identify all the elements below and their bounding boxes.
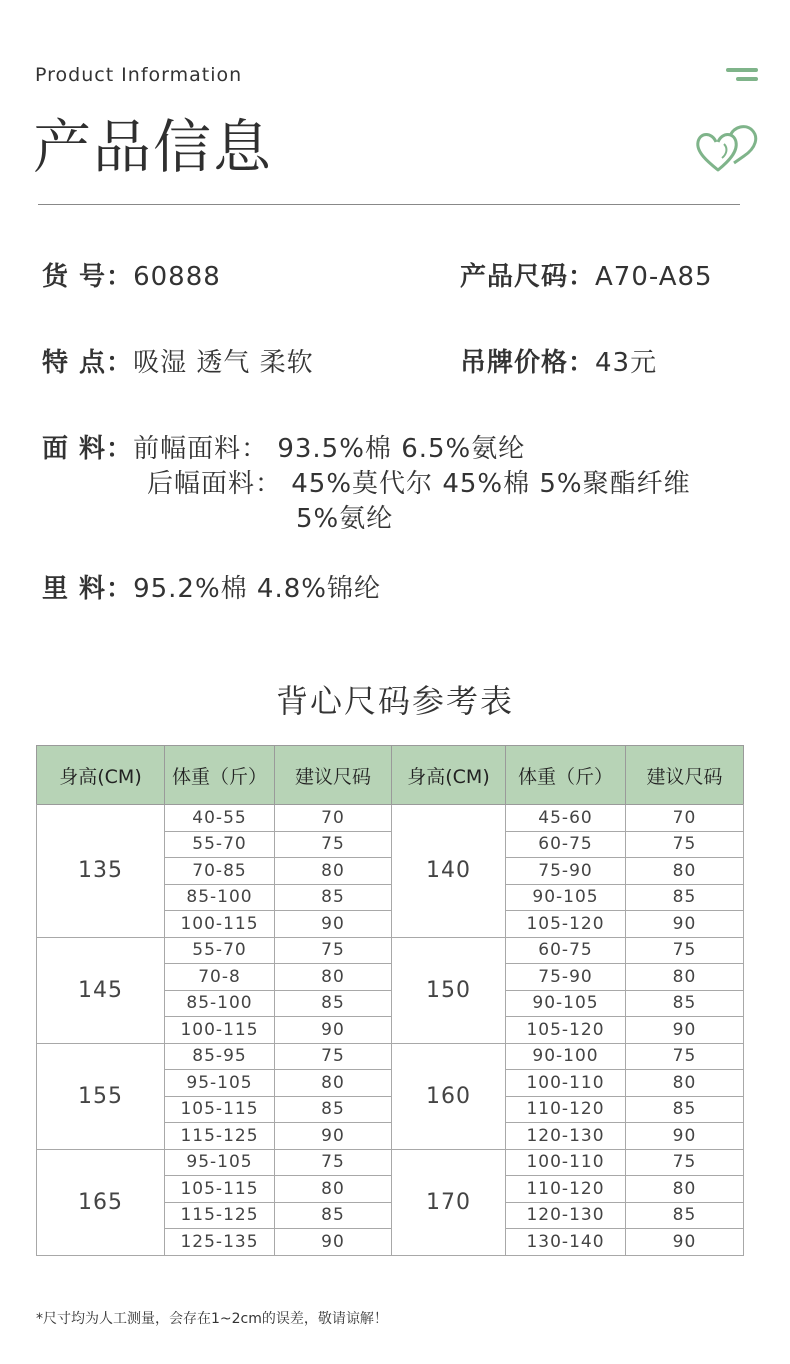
weight-cell: 90-105 <box>506 990 626 1017</box>
size-cell: 90 <box>626 1123 744 1150</box>
fabric-field <box>42 428 525 465</box>
weight-cell: 75-90 <box>506 858 626 885</box>
fabric-back-value: 后幅面料： 45%莫代尔 45%棉 5%聚酯纤维 <box>147 469 691 499</box>
lining-label: 里 料： <box>42 574 134 604</box>
table-row <box>37 1043 744 1070</box>
size-cell: 80 <box>275 1176 392 1203</box>
weight-cell: 95-105 <box>165 1149 275 1176</box>
feature-value: 吸湿 透气 柔软 <box>133 348 314 378</box>
weight-cell: 105-115 <box>165 1176 275 1203</box>
height-cell: 145 <box>37 937 165 1043</box>
weight-cell: 75-90 <box>506 964 626 991</box>
size-cell: 75 <box>275 937 392 964</box>
fabric-label: 面 料： <box>42 434 134 464</box>
size-cell: 90 <box>275 911 392 938</box>
weight-cell: 115-125 <box>165 1202 275 1229</box>
size-cell: 85 <box>275 884 392 911</box>
weight-cell: 100-115 <box>165 911 275 938</box>
size-cell: 85 <box>275 1202 392 1229</box>
tag-price-label: 吊牌价格： <box>460 348 596 378</box>
fabric-back-value-2: 5%氨纶 <box>296 504 394 534</box>
col-header-height-2: 身高(CM) <box>392 746 506 805</box>
feature-field <box>42 342 314 379</box>
size-cell: 80 <box>626 964 744 991</box>
table-row <box>37 937 744 964</box>
product-size-field <box>460 256 713 293</box>
weight-cell: 95-105 <box>165 1070 275 1097</box>
table-row <box>37 805 744 832</box>
weight-cell: 100-110 <box>506 1149 626 1176</box>
size-cell: 90 <box>275 1017 392 1044</box>
item-number-label: 货 号： <box>42 262 134 292</box>
lining-value: 95.2%棉 4.8%锦纶 <box>133 574 381 604</box>
size-cell: 80 <box>626 1176 744 1203</box>
height-cell: 135 <box>37 805 165 938</box>
height-cell: 140 <box>392 805 506 938</box>
size-cell: 85 <box>626 990 744 1017</box>
size-cell: 90 <box>626 911 744 938</box>
tag-price-value: 43元 <box>595 348 658 378</box>
size-cell: 80 <box>275 858 392 885</box>
weight-cell: 120-130 <box>506 1202 626 1229</box>
size-chart-header-row <box>37 746 744 805</box>
size-cell: 80 <box>275 1070 392 1097</box>
height-cell: 155 <box>37 1043 165 1149</box>
col-header-weight-1: 体重（斤） <box>165 746 275 805</box>
menu-lines-icon <box>726 68 758 82</box>
weight-cell: 55-70 <box>165 831 275 858</box>
double-heart-icon <box>694 122 760 174</box>
weight-cell: 105-115 <box>165 1096 275 1123</box>
weight-cell: 115-125 <box>165 1123 275 1150</box>
item-number-value: 60888 <box>133 262 221 292</box>
table-row <box>37 1149 744 1176</box>
size-cell: 75 <box>626 1149 744 1176</box>
fabric-front-value: 前幅面料： 93.5%棉 6.5%氨纶 <box>133 434 526 464</box>
weight-cell: 60-75 <box>506 831 626 858</box>
weight-cell: 70-8 <box>165 964 275 991</box>
size-cell: 80 <box>626 1070 744 1097</box>
height-cell: 165 <box>37 1149 165 1255</box>
size-cell: 75 <box>275 1149 392 1176</box>
weight-cell: 45-60 <box>506 805 626 832</box>
weight-cell: 125-135 <box>165 1229 275 1256</box>
weight-cell: 85-95 <box>165 1043 275 1070</box>
weight-cell: 85-100 <box>165 884 275 911</box>
weight-cell: 110-120 <box>506 1096 626 1123</box>
footnote: *尺寸均为人工测量，会存在1~2cm的误差，敬请谅解！ <box>36 1311 388 1327</box>
col-header-height-1: 身高(CM) <box>37 746 165 805</box>
size-cell: 85 <box>626 884 744 911</box>
height-cell: 170 <box>392 1149 506 1255</box>
height-cell: 160 <box>392 1043 506 1149</box>
size-cell: 85 <box>626 1202 744 1229</box>
weight-cell: 90-105 <box>506 884 626 911</box>
item-number-field <box>42 256 221 293</box>
feature-label: 特 点： <box>42 348 134 378</box>
size-cell: 90 <box>626 1229 744 1256</box>
header-divider <box>38 204 740 205</box>
size-cell: 75 <box>626 937 744 964</box>
weight-cell: 130-140 <box>506 1229 626 1256</box>
size-cell: 70 <box>275 805 392 832</box>
size-cell: 75 <box>626 831 744 858</box>
page-subtitle: Product Information <box>35 64 243 86</box>
height-cell: 150 <box>392 937 506 1043</box>
weight-cell: 100-110 <box>506 1070 626 1097</box>
weight-cell: 60-75 <box>506 937 626 964</box>
weight-cell: 85-100 <box>165 990 275 1017</box>
size-cell: 90 <box>275 1123 392 1150</box>
size-cell: 85 <box>275 990 392 1017</box>
size-chart-table <box>36 745 744 1256</box>
size-cell: 70 <box>626 805 744 832</box>
page-title: 产品信息 <box>33 113 274 181</box>
tag-price-field <box>460 342 657 379</box>
size-cell: 80 <box>275 964 392 991</box>
weight-cell: 100-115 <box>165 1017 275 1044</box>
size-cell: 75 <box>275 831 392 858</box>
weight-cell: 105-120 <box>506 911 626 938</box>
weight-cell: 55-70 <box>165 937 275 964</box>
lining-field <box>42 568 381 605</box>
size-cell: 75 <box>275 1043 392 1070</box>
size-cell: 75 <box>626 1043 744 1070</box>
weight-cell: 90-100 <box>506 1043 626 1070</box>
size-cell: 90 <box>275 1229 392 1256</box>
size-cell: 80 <box>626 858 744 885</box>
size-cell: 85 <box>626 1096 744 1123</box>
weight-cell: 70-85 <box>165 858 275 885</box>
weight-cell: 40-55 <box>165 805 275 832</box>
weight-cell: 105-120 <box>506 1017 626 1044</box>
product-size-label: 产品尺码： <box>460 262 596 292</box>
size-cell: 85 <box>275 1096 392 1123</box>
col-header-size-1: 建议尺码 <box>275 746 392 805</box>
weight-cell: 110-120 <box>506 1176 626 1203</box>
size-chart-title: 背心尺码参考表 <box>275 682 514 720</box>
product-size-value: A70-A85 <box>595 262 713 292</box>
col-header-weight-2: 体重（斤） <box>506 746 626 805</box>
weight-cell: 120-130 <box>506 1123 626 1150</box>
size-cell: 90 <box>626 1017 744 1044</box>
col-header-size-2: 建议尺码 <box>626 746 744 805</box>
